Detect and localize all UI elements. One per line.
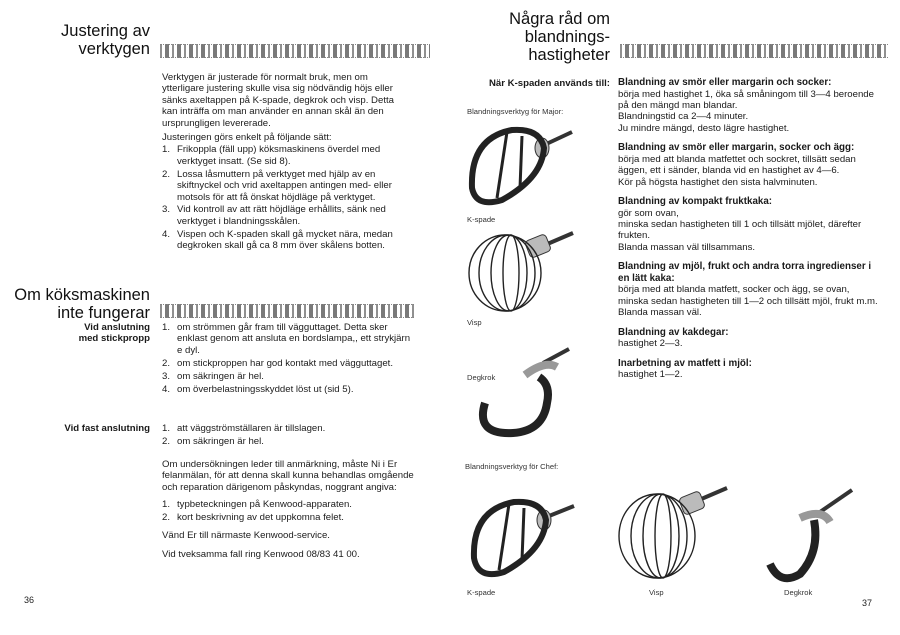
justering-lead: Justeringen görs enkelt på följande sätt:	[162, 132, 332, 144]
page-number-right: 37	[862, 598, 873, 608]
stickpropp-list	[162, 322, 414, 396]
list-item: 3. om säkringen är hel.	[162, 370, 264, 382]
justering-body	[162, 72, 412, 253]
fast-list	[162, 423, 414, 449]
k-spade-illustration	[462, 118, 582, 213]
caption-degkrok-1: Degkrok	[467, 373, 496, 382]
degkrok-illustration	[465, 345, 585, 445]
list-item: 4. Vispen och K-spaden skall gå mycket nära, medan degkroken skall gå ca 8 mm över skålens botten.	[162, 228, 393, 252]
list-item: Blandning av smör eller margarin, socker och ägg: börja med att blanda matfettet och sockret, tillsätt sedan äggen, ett i sänder, blanda vid en hastighet av 4—6. Kör på högsta hastighet den sista halvminuten.	[618, 142, 856, 188]
ornament-divider	[620, 44, 888, 58]
visp-illustration	[465, 223, 580, 318]
k-spade-chef-illustration	[462, 488, 582, 583]
justering-heading-line1: Justering av	[61, 22, 150, 40]
list-item: Inarbetning av matfett i mjöl: hastighet 1—2.	[618, 357, 752, 381]
list-item: Blandning av kompakt fruktkaka: gör som ovan, minska sedan hastigheten till 1 och tillsätt mjölet, därefter frukten. Blanda massan väl tillsammans.	[618, 196, 862, 253]
degkrok-chef-illustration	[760, 482, 870, 587]
caption-chef: Blandningsverktyg för Chef:	[465, 462, 559, 471]
caption-kspade-2: K-spade	[467, 588, 496, 597]
caption-degkrok-2: Degkrok	[784, 588, 813, 597]
list-item: 2. om säkringen är hel.	[162, 435, 264, 447]
rad-heading	[470, 10, 610, 64]
list-item: Blandning av mjöl, frukt och andra torra ingredienser i en lätt kaka: börja med att blanda matfett, socker och ägg, se ovan, minska sedan hastigheten till 1—2 och tillsätt mjöl, frukt m.m. Blanda massan väl.	[618, 261, 878, 319]
caption-visp-2: Visp	[649, 588, 664, 597]
list-item: 4. om överbelastningsskyddet löst ut (sid 5).	[162, 383, 354, 395]
ornament-divider	[160, 304, 414, 318]
k-spade-label: När K-spaden används till:	[488, 78, 610, 89]
rad-heading-line2: blandnings-	[524, 28, 610, 46]
ornament-divider	[160, 44, 430, 58]
justering-steps	[162, 144, 412, 251]
page-number-left: 36	[24, 595, 35, 605]
undersokning-block	[162, 459, 414, 563]
list-item: 1. typbeteckningen på Kenwood-apparaten.	[162, 499, 352, 511]
list-item: Blandning av smör eller margarin och socker: börja med hastighet 1, öka så småningom till 3—4 beroende på den mängd man blandar. Blandningstid ca 2—4 minuter. Ju mindre mängd, desto lägre hastighet.	[618, 77, 874, 134]
blandning-column	[618, 77, 878, 389]
justering-intro: Verktygen är justerade för normalt bruk, men om ytterligare justering skulle visa sig nödvändig höjs eller sänks axeltappen på K-spade, degkrok och visp. Detta kan inträffa om man använder en annan skål än den ursprungligen levererade.	[162, 72, 394, 129]
ring-text: Vid tveksamma fall ring Kenwood 08/83 41 00.	[162, 548, 360, 560]
caption-major: Blandningsverktyg för Major:	[467, 107, 564, 116]
rad-heading-line3: hastigheter	[528, 46, 610, 64]
caption-kspade-1: K-spade	[467, 215, 496, 224]
list-item: 2. kort beskrivning av det uppkomna felet.	[162, 512, 344, 524]
list-item: 3. Vid kontroll av att rätt höjdläge erhållits, sänk ned verktyget i blandningsskålen.	[162, 204, 386, 227]
list-item: 1. om strömmen går fram till vägguttaget. Detta sker enklast genom att ansluta en bordslampa,, ett strykjärn e dyl.	[162, 322, 411, 356]
list-item: 1. Frikoppla (fäll upp) köksmaskinens överdel med verktyget insatt. (Se sid 8).	[162, 144, 381, 167]
list-item: Blandning av kakdegar: hastighet 2—3.	[618, 326, 729, 350]
list-item: 1. att väggströmställaren är tillslagen.	[162, 423, 326, 434]
label-stickpropp: Vid anslutning med stickpropp	[78, 322, 150, 345]
om-heading-line1: Om köksmaskinen	[14, 286, 150, 304]
list-item: 2. Lossa låsmuttern på verktyget med hjälp av en skiftnyckel och vrid axeltappen antingen med- eller motsols för att få önskat höjdläge på verktyget.	[162, 168, 392, 203]
label-fast-anslutning: Vid fast anslutning	[64, 423, 150, 434]
justering-heading	[20, 22, 150, 58]
justering-heading-line2: verktygen	[78, 40, 150, 58]
om-heading-line2: inte fungerar	[57, 304, 150, 322]
om-heading	[8, 286, 150, 322]
caption-visp-1: Visp	[467, 318, 482, 327]
vand-text: Vänd Er till närmaste Kenwood-service.	[162, 529, 330, 541]
rad-heading-line1: Några råd om	[509, 10, 610, 28]
undersokning-text: Om undersökningen leder till anmärkning, måste Ni i Er felanmälan, för att denna skall kunna behandlas omgående och reparation därigenom påskyndas, noggrant angiva:	[162, 459, 414, 493]
list-item: 2. om stickproppen har god kontakt med vägguttaget.	[162, 357, 393, 369]
visp-chef-illustration	[615, 480, 730, 585]
